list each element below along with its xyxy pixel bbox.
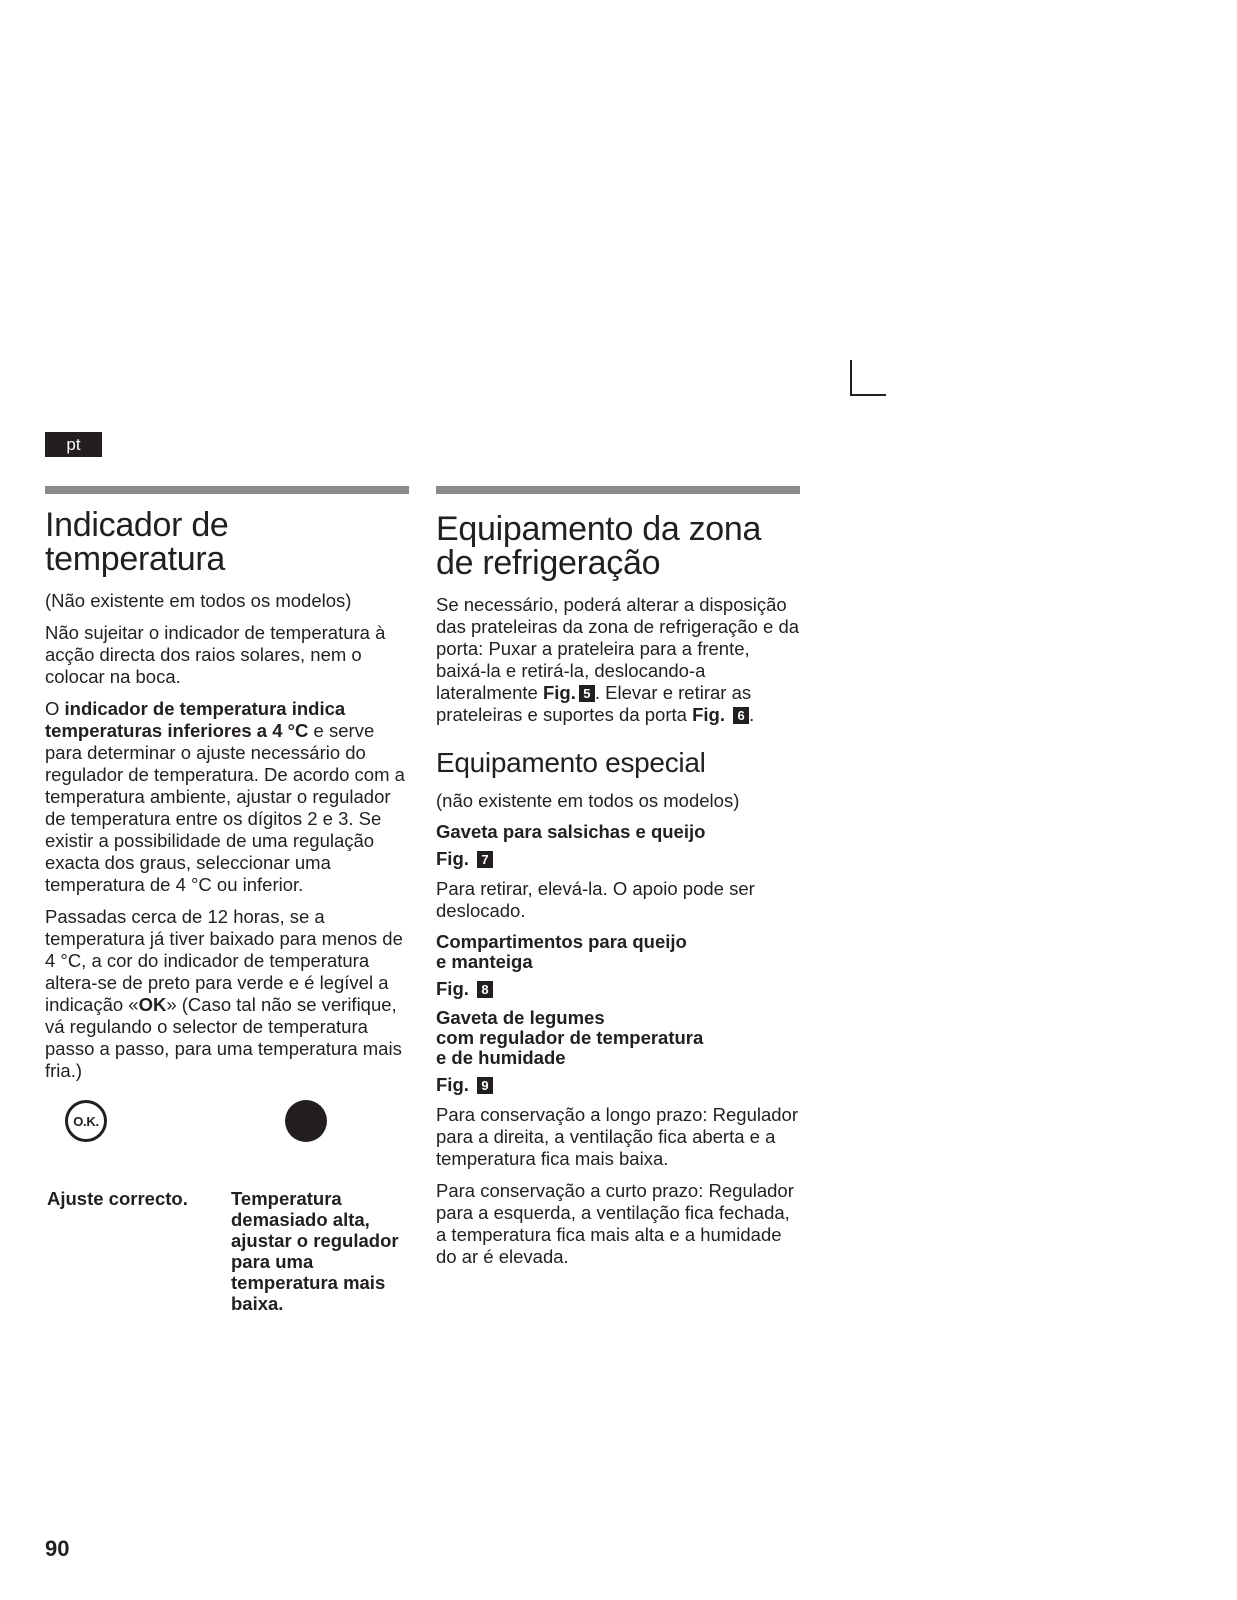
item-title-sausage-drawer: Gaveta para salsichas e queijo	[436, 821, 706, 842]
text-rest: » (Caso tal não se verifique, vá regulando o selector de temperatura passo a passo, para uma temperatura mais fria.)	[45, 994, 402, 1081]
left-column	[45, 486, 409, 1314]
indicator-illustrations	[45, 1098, 409, 1314]
fig-label: Fig.	[692, 704, 725, 725]
special-availability-note: (não existente em todos os modelos)	[436, 790, 740, 811]
caption-temperature-too-high: Temperatura demasiado alta, ajustar o regulador para uma temperatura mais baixa.	[231, 1188, 399, 1314]
ok-icon-label: O.K.	[73, 1113, 99, 1129]
item-title-cheese-compartment	[436, 932, 800, 972]
title-line: Compartimentos para queijo	[436, 931, 687, 952]
subsection-title-special-equipment: Equipamento especial	[436, 747, 706, 778]
fig-number-badge: 9	[477, 1077, 493, 1094]
item-title-vegetable-drawer	[436, 1008, 800, 1068]
ok-indicator-icon	[65, 1100, 107, 1142]
fig-label: Fig.	[542, 682, 576, 703]
text-prefix: O	[45, 698, 65, 719]
page-number: 90	[45, 1536, 70, 1561]
text-mid: . Elevar e retirar as prateleiras e suportes da porta	[436, 682, 752, 725]
fig-number-badge: 8	[477, 981, 493, 998]
fig-label: Fig.	[436, 978, 469, 999]
item-text-short-term: Para conservação a curto prazo: Regulador para a esquerda, a ventilação fica fechada, a temperatura fica mais alta e a humidade do ar é elevada.	[436, 1180, 794, 1267]
paragraph-sunlight: Não sujeitar o indicador de temperatura à acção directa dos raios solares, nem o colocar na boca.	[45, 622, 386, 687]
text-end: .	[749, 704, 755, 725]
section-title-refrigeration-equipment: Equipamento da zona de refrigeração	[436, 510, 762, 582]
crop-mark	[850, 360, 886, 396]
dark-indicator-icon	[285, 1100, 327, 1142]
fig-number-badge: 5	[579, 685, 595, 702]
paragraph-indicator-function	[45, 698, 409, 896]
fig-reference	[436, 978, 800, 1000]
text-prefix: Se necessário, poderá alterar a disposição das prateleiras da zona de refrigeração e da porta: Puxar a prateleira para a frente, baixá-la e retirá-la, deslocando-a lateralmente	[436, 594, 800, 703]
text-rest: e serve para determinar o ajuste necessário do regulador de temperatura. De acordo com a temperatura ambiente, ajustar o regulador de temperatura entre os dígitos 2 e 3. Se existir a possibilidade de uma regulação exacta dos graus, seleccionar uma temperatura de 4 °C ou inferior.	[45, 720, 405, 895]
item-text-long-term: Para conservação a longo prazo: Regulador para a direita, a ventilação fica aberta e a temperatura fica mais baixa.	[436, 1104, 799, 1169]
fig-number-badge: 7	[477, 851, 493, 868]
fig-number-badge: 6	[733, 707, 749, 724]
title-line: e manteiga	[436, 951, 533, 972]
section-title-temperature-indicator: Indicador de temperatura	[45, 506, 229, 578]
paragraph-color-change	[45, 906, 409, 1082]
section-rule	[436, 486, 800, 494]
title-line: e de humidade	[436, 1047, 566, 1068]
text-prefix: Passadas cerca de 12 horas, se a temperatura já tiver baixado para menos de 4 °C, a cor do indicador de temperatura altera-se de preto para verde e é legível a indicação «	[45, 906, 403, 1015]
caption-correct-setting: Ajuste correcto.	[47, 1188, 188, 1209]
fig-reference	[436, 848, 800, 870]
emphasis-text: indicador de temperatura indica temperaturas inferiores a 4 °C	[45, 698, 346, 741]
fig-reference	[436, 1074, 800, 1096]
fig-label: Fig.	[436, 848, 469, 869]
right-column	[436, 486, 800, 1278]
paragraph-shelves	[436, 594, 800, 726]
title-line: com regulador de temperatura	[436, 1027, 704, 1048]
fig-label: Fig.	[436, 1074, 469, 1095]
title-line: Gaveta de legumes	[436, 1007, 605, 1028]
availability-note: (Não existente em todos os modelos)	[45, 590, 352, 611]
ok-emphasis: OK	[138, 994, 167, 1015]
section-rule	[45, 486, 409, 494]
language-badge: pt	[45, 432, 102, 457]
item-text-sausage-drawer: Para retirar, elevá-la. O apoio pode ser deslocado.	[436, 878, 755, 921]
